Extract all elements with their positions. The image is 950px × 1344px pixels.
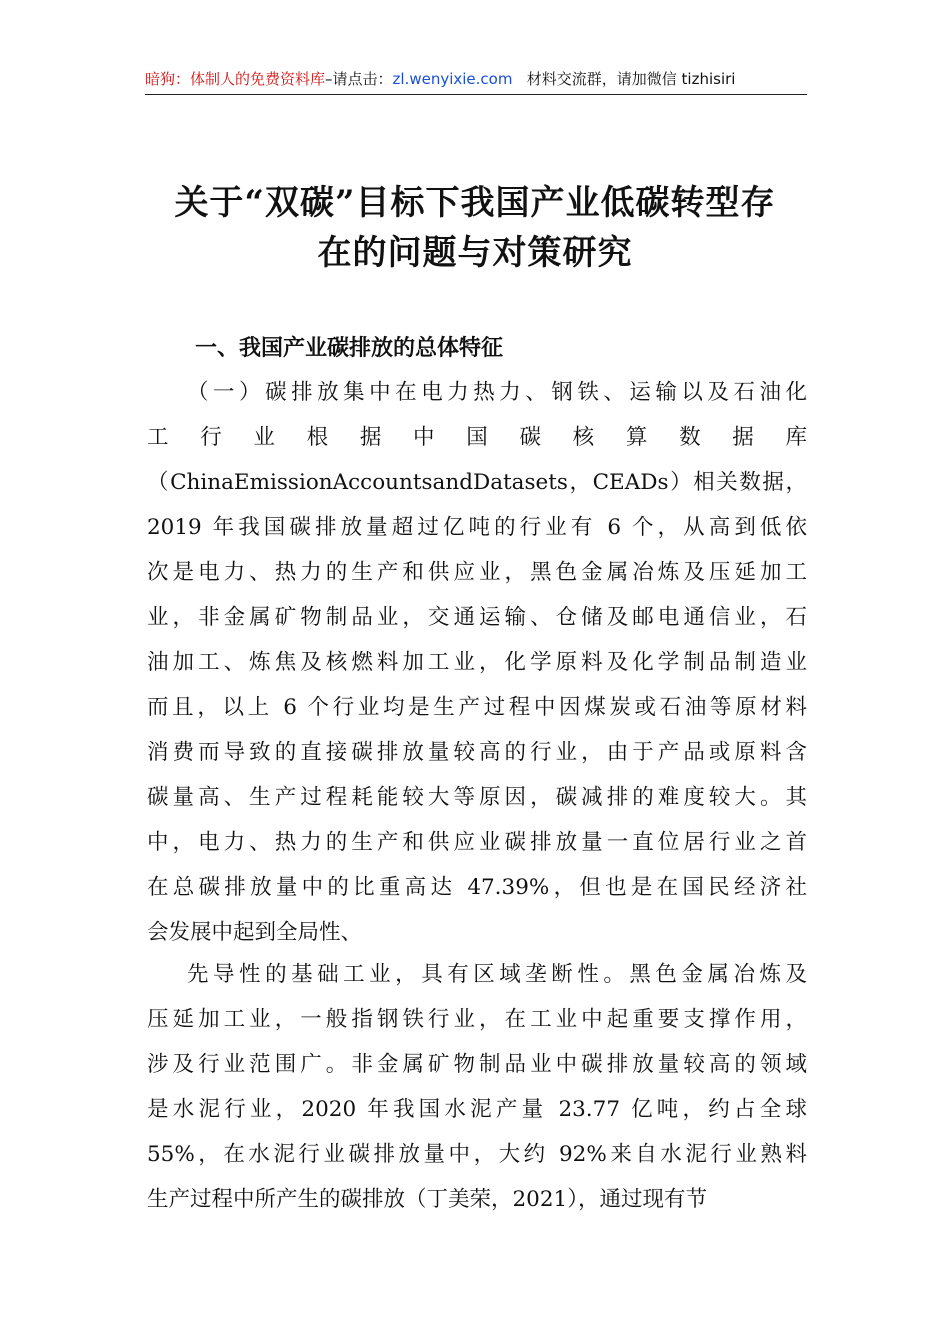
page-header	[145, 66, 807, 94]
text-line: 是水泥行业，2020 年我国水泥产量 23.77 亿吨，约占全球	[147, 1097, 807, 1122]
title-line-1: 关于“双碳”目标下我国产业低碳转型存	[174, 183, 776, 223]
header-divider	[145, 94, 807, 95]
text-line: （ChinaEmissionAccountsandDatasets，CEADs）相关数据，	[147, 470, 807, 495]
paragraph-2	[147, 952, 807, 1222]
text-line: 而且，以上 6 个行业均是生产过程中因煤炭或石油等原材料	[147, 695, 807, 720]
text-line: 涉及行业范围广。非金属矿物制品业中碳排放量较高的领域	[147, 1052, 807, 1077]
text-line: 碳量高、生产过程耗能较大等原因，碳减排的难度较大。其	[147, 785, 807, 810]
section-heading: 一、我国产业碳排放的总体特征	[195, 336, 504, 361]
paragraph-1	[147, 370, 807, 955]
text-line: （一）碳排放集中在电力热力、钢铁、运输以及石油化	[187, 380, 807, 405]
text-line: 消费而导致的直接碳排放量较高的行业，由于产品或原料含	[147, 740, 807, 765]
title-line-2: 在的问题与对策研究	[317, 233, 633, 273]
text-line: 油加工、炼焦及核燃料加工业，化学原料及化学制品制造业	[147, 650, 807, 675]
text-line: 生产过程中所产生的碳排放（丁美荣，2021），通过现有节	[147, 1187, 707, 1212]
text-line: 次是电力、热力的生产和供应业，黑色金属冶炼及压延加工	[147, 560, 807, 585]
header-url-link[interactable]: zl.wenyixie.com	[392, 70, 513, 88]
header-group-note: 材料交流群，请加微信 tizhisiri	[526, 70, 736, 88]
text-line: 先导性的基础工业，具有区域垄断性。黑色金属冶炼及	[187, 962, 807, 987]
text-line: 中，电力、热力的生产和供应业碳排放量一直位居行业之首	[147, 830, 807, 855]
header-prompt: –请点击：	[325, 70, 393, 88]
text-line: 在总碳排放量中的比重高达 47.39%，但也是在国民经济社	[147, 875, 807, 900]
text-line: 业，非金属矿物制品业，交通运输、仓储及邮电通信业，石	[147, 605, 807, 630]
document-title	[120, 178, 830, 278]
text-line: 会发展中起到全局性、	[147, 920, 363, 945]
text-line: 55%，在水泥行业碳排放量中，大约 92%来自水泥行业熟料	[147, 1142, 807, 1167]
text-line: 压延加工业，一般指钢铁行业，在工业中起重要支撑作用，	[147, 1007, 807, 1032]
text-line: 2019 年我国碳排放量超过亿吨的行业有 6 个，从高到低依	[147, 515, 807, 540]
header-site-name: 暗狗：体制人的免费资料库	[145, 70, 326, 88]
text-line: 工行业根据中国碳核算数据库	[147, 425, 807, 450]
